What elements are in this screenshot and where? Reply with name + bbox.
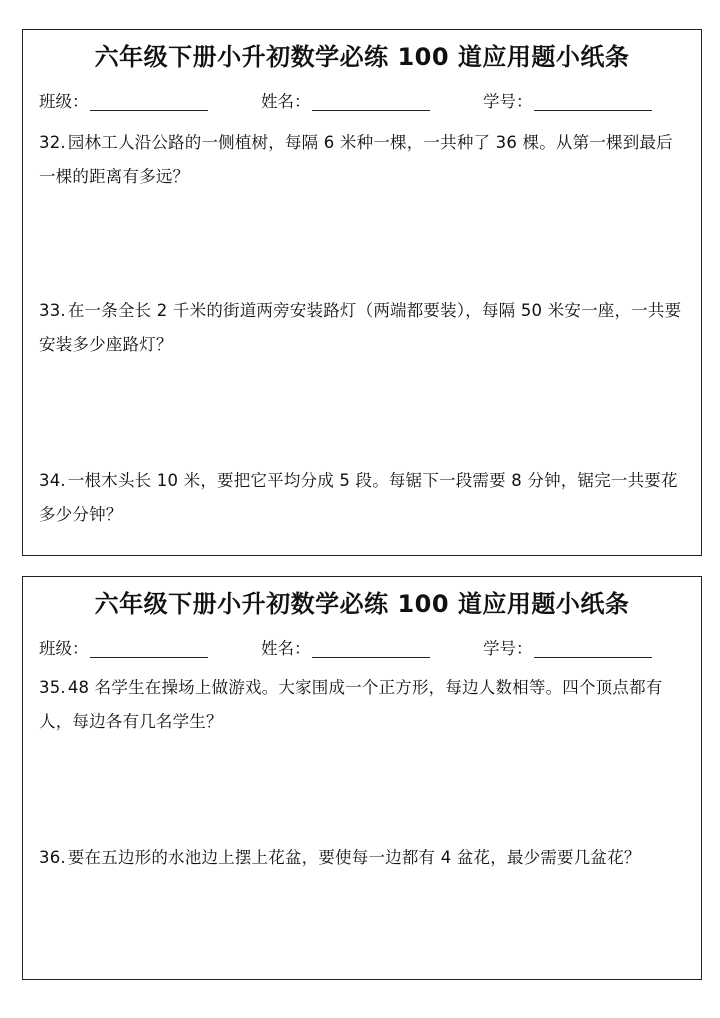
- name-label: 姓名：: [261, 639, 311, 658]
- class-label: 班级：: [39, 639, 89, 658]
- worksheet-card-1: [22, 29, 702, 556]
- question-36: [39, 841, 683, 875]
- student-id-blank-line[interactable]: [534, 92, 652, 111]
- student-id-blank-line[interactable]: [534, 639, 652, 658]
- question-number: 34.: [39, 471, 66, 490]
- question-32: [39, 126, 683, 194]
- class-field: [39, 637, 208, 661]
- student-info-row: [39, 637, 685, 661]
- question-35: [39, 671, 683, 739]
- class-blank-line[interactable]: [90, 639, 208, 658]
- question-number: 33.: [39, 301, 66, 320]
- worksheet-card-2: [22, 576, 702, 980]
- name-label: 姓名：: [261, 92, 311, 111]
- class-field: [39, 90, 208, 114]
- student-id-label: 学号：: [483, 92, 533, 111]
- question-34: [39, 464, 683, 532]
- question-number: 36.: [39, 848, 66, 867]
- worksheet-title: 六年级下册小升初数学必练 100 道应用题小纸条: [94, 43, 630, 71]
- class-blank-line[interactable]: [90, 92, 208, 111]
- question-33: [39, 294, 683, 362]
- worksheet-title: 六年级下册小升初数学必练 100 道应用题小纸条: [94, 590, 630, 618]
- student-info-row: [39, 90, 685, 114]
- student-id-label: 学号：: [483, 639, 533, 658]
- question-number: 35.: [39, 678, 66, 697]
- name-blank-line[interactable]: [312, 639, 430, 658]
- name-blank-line[interactable]: [312, 92, 430, 111]
- class-label: 班级：: [39, 92, 89, 111]
- question-text: 在一条全长 2 千米的街道两旁安装路灯（两端都要装），每隔 50 米安一座，一共要安装多少座路灯？: [39, 301, 682, 354]
- question-text: 一根木头长 10 米，要把它平均分成 5 段。每锯下一段需要 8 分钟，锯完一共要花多少分钟？: [39, 471, 678, 524]
- question-text: 园林工人沿公路的一侧植树，每隔 6 米种一棵，一共种了 36 棵。从第一棵到最后一棵的距离有多远？: [39, 133, 673, 186]
- question-text: 要在五边形的水池边上摆上花盆，要使每一边都有 4 盆花，最少需要几盆花？: [67, 848, 641, 867]
- student-id-field: [483, 637, 652, 661]
- question-number: 32.: [39, 133, 66, 152]
- name-field: [261, 637, 430, 661]
- student-id-field: [483, 90, 652, 114]
- question-text: 48 名学生在操场上做游戏。大家围成一个正方形，每边人数相等。四个顶点都有人，每边各有几名学生？: [39, 678, 663, 731]
- name-field: [261, 90, 430, 114]
